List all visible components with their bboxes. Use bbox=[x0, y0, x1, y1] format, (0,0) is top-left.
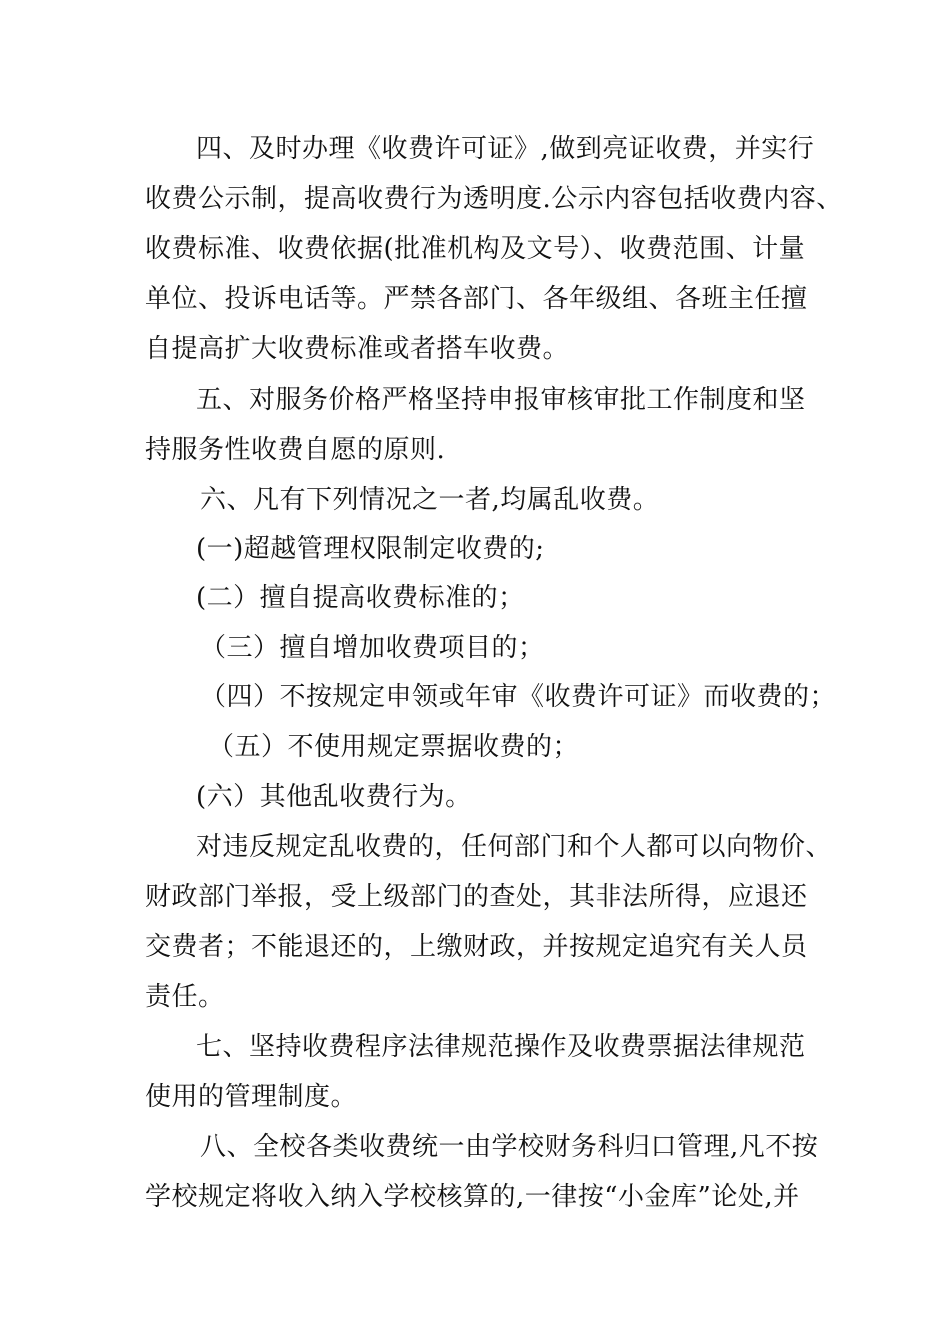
text-line: 对违反规定乱收费的，任何部门和个人都可以向物价、 bbox=[196, 832, 833, 862]
text-line: 学校规定将收入纳入学校核算的,一律按“小金库”论处,并 bbox=[145, 1182, 800, 1212]
text-line: 单位、投诉电话等。严禁各部门、各年级组、各班主任擅 bbox=[145, 284, 808, 314]
text-line: 七、坚持收费程序法律规范操作及收费票据法律规范 bbox=[196, 1032, 806, 1062]
text-line: (二）擅自提高收费标准的； bbox=[196, 583, 525, 613]
text-line: 财政部门举报，受上级部门的查处，其非法所得，应退还 bbox=[145, 882, 808, 912]
text-line: 持服务性收费自愿的原则. bbox=[145, 435, 446, 465]
text-line: 使用的管理制度。 bbox=[145, 1082, 358, 1112]
text-line: 责任。 bbox=[145, 982, 225, 1012]
text-line: 交费者；不能退还的，上缴财政，并按规定追究有关人员 bbox=[145, 932, 808, 962]
text-line: 四、及时办理《收费许可证》,做到亮证收费，并实行 bbox=[196, 134, 815, 164]
text-line: 收费标准、收费依据(批准机构及文号）、收费范围、计量 bbox=[145, 234, 806, 264]
text-line: (一)超越管理权限制定收费的; bbox=[196, 534, 545, 564]
text-line: （三）擅自增加收费项目的； bbox=[200, 633, 545, 663]
text-line: （四）不按规定申领或年审《收费许可证》而收费的； bbox=[200, 682, 837, 712]
text-line: 八、全校各类收费统一由学校财务科归口管理,凡不按 bbox=[200, 1132, 819, 1162]
text-line: （五）不使用规定票据收费的； bbox=[208, 732, 580, 762]
text-line: 收费公示制，提高收费行为透明度.公示内容包括收费内容、 bbox=[145, 184, 843, 214]
text-line: (六）其他乱收费行为。 bbox=[196, 782, 472, 812]
text-line: 五、对服务价格严格坚持申报审核审批工作制度和坚 bbox=[196, 385, 806, 415]
text-line: 六、凡有下列情况之一者,均属乱收费。 bbox=[200, 485, 660, 515]
text-line: 自提高扩大收费标准或者搭车收费。 bbox=[145, 334, 570, 364]
